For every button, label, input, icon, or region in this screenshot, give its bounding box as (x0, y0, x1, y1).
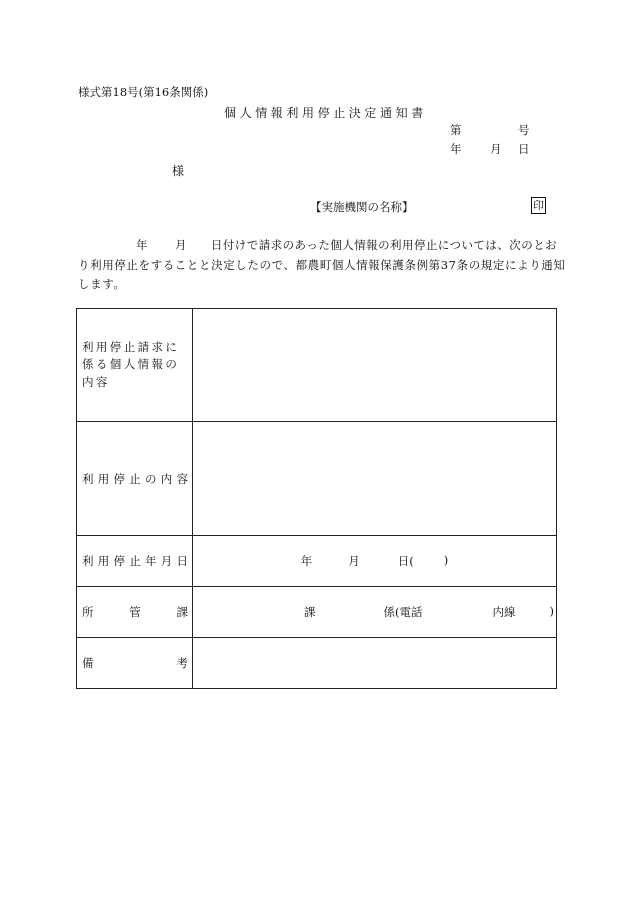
issue-date-year: 年 (450, 142, 462, 156)
suspension-date-year: 年 (300, 554, 313, 568)
remarks-label-cell (77, 638, 193, 689)
table-row (77, 587, 557, 638)
issue-date-day: 日 (518, 142, 530, 156)
department-label-cell (77, 587, 193, 638)
notice-line-3: します。 (78, 277, 126, 291)
form-number-label: 様式第18号(第16条関係) (78, 85, 209, 99)
remarks-label: 備 考 (82, 656, 188, 670)
suspension-date-month: 月 (348, 554, 360, 568)
notice-year: 年 (136, 238, 148, 252)
request-content-value[interactable] (193, 309, 557, 422)
notice-line-2: り利用停止をすることと決定したので、都農町個人情報保護条例第37条の規定により通知 (78, 257, 566, 272)
organization-name-label: 【実施機関の名称】 (310, 200, 414, 214)
remarks-value[interactable] (193, 638, 557, 689)
table-row (77, 638, 557, 689)
reference-number (450, 122, 530, 138)
suspension-content-value[interactable] (193, 422, 557, 536)
department-kakari: 係(電話 (383, 605, 423, 619)
document-title: 個人情報利用停止決定通知書 (224, 106, 427, 120)
issue-date-month: 月 (490, 142, 502, 156)
suspension-content-label-cell (77, 422, 193, 536)
ref-no-suffix: 号 (518, 123, 530, 137)
department-close: ) (549, 604, 554, 618)
department-value[interactable] (193, 587, 557, 638)
table-row (77, 536, 557, 587)
department-fields (193, 604, 556, 620)
suspension-date-value[interactable] (193, 536, 557, 587)
department-label: 所 管 課 (82, 605, 188, 619)
suspension-date-day: 日( (397, 554, 414, 568)
suspension-date-label-cell (77, 536, 193, 587)
ref-no-prefix: 第 (450, 123, 462, 137)
department-ka: 課 (304, 605, 316, 619)
issue-date (450, 141, 530, 157)
notice-line-1 (78, 236, 556, 256)
suspension-content-label: 利用停止の内容 (82, 471, 188, 486)
suspension-date-label: 利用停止年月日 (82, 554, 188, 568)
seal-stamp-icon: 印 (533, 199, 544, 212)
suspension-date-fields (193, 553, 556, 569)
decision-details-table (76, 308, 557, 689)
department-naisen: 内線 (492, 605, 516, 619)
notice-month: 月 (174, 238, 187, 252)
table-row (77, 422, 557, 536)
request-content-label: 利用停止請求に係る個人情報の内容 (82, 339, 180, 389)
suspension-date-close: ) (443, 553, 449, 567)
request-content-label-cell (77, 309, 193, 422)
notice-date-lead: 日付けで請求のあった個人情報の利用停止については、次のとお (210, 238, 558, 252)
addressee-honorific: 様 (172, 164, 185, 178)
notice-body (78, 236, 566, 295)
table-row (77, 309, 557, 422)
